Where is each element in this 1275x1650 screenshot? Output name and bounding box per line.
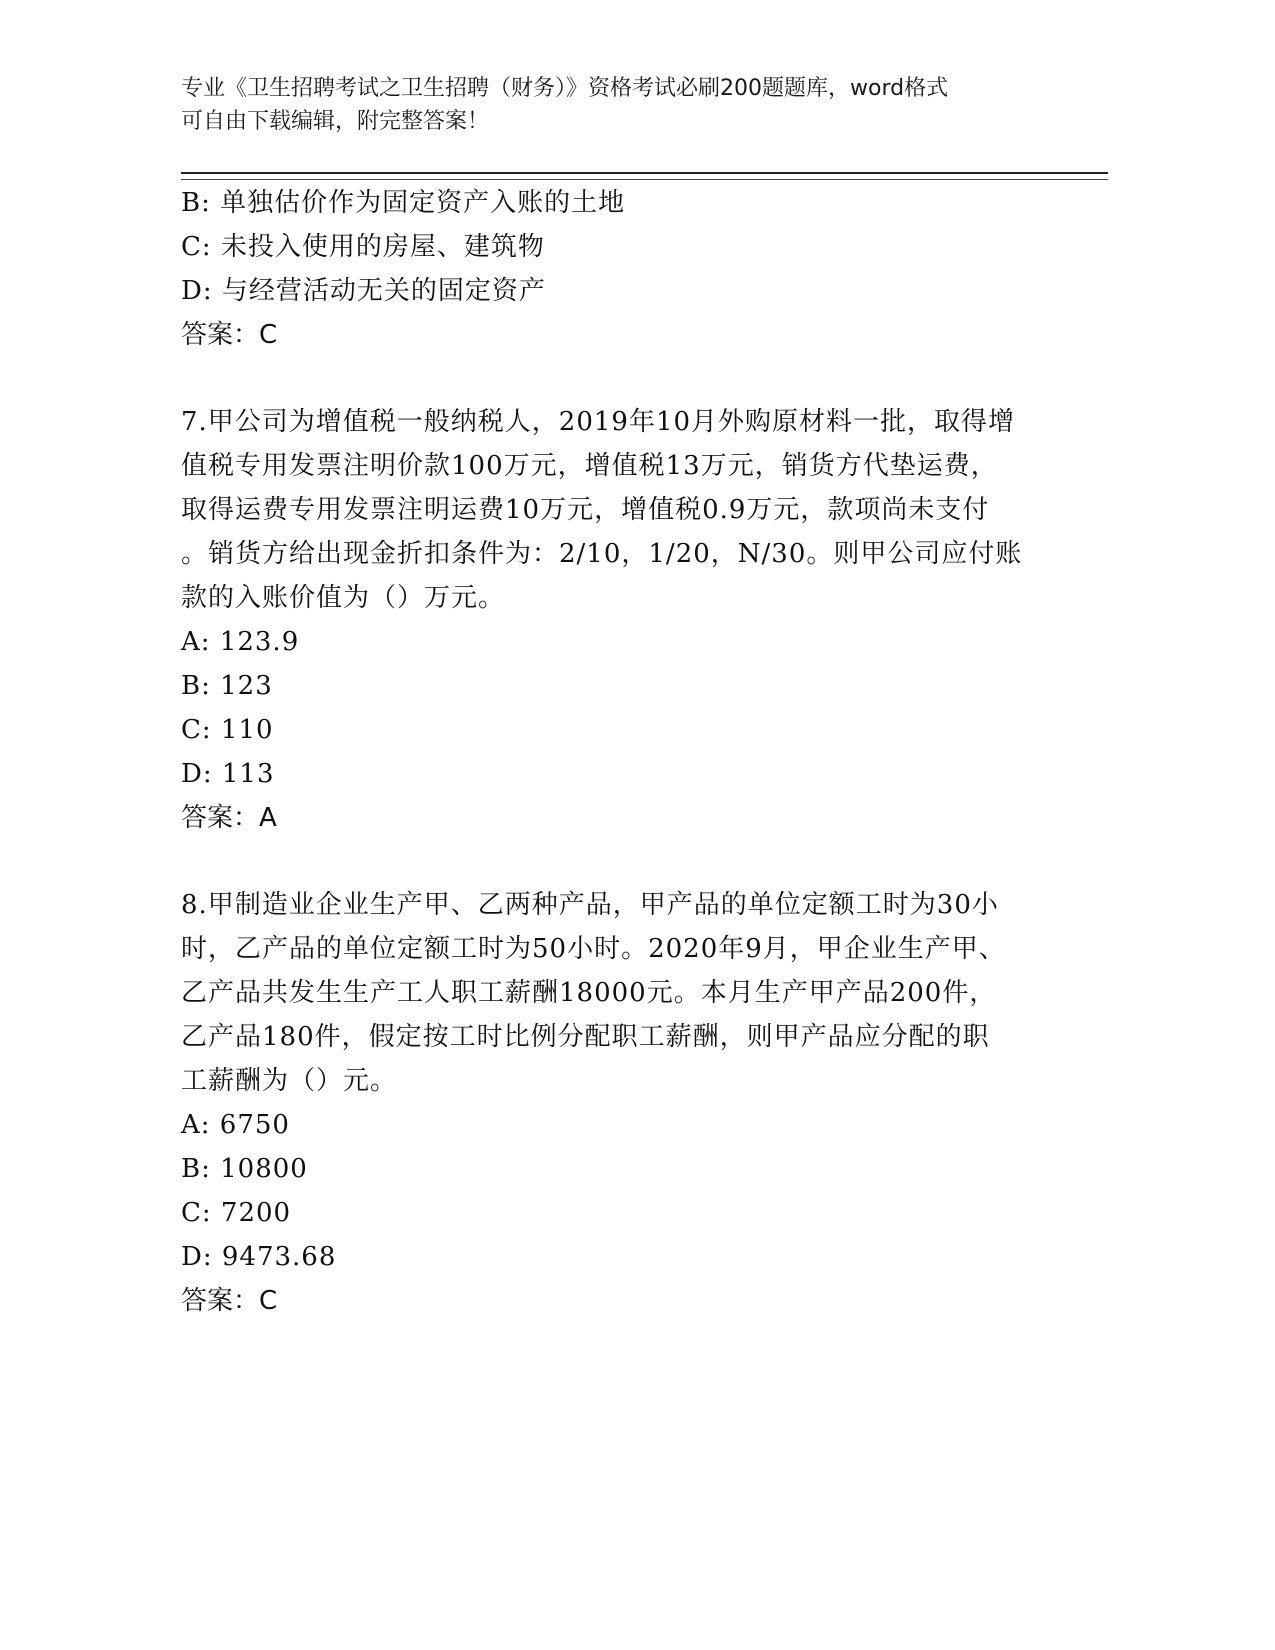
header-title-line-2: 可自由下载编辑，附完整答案！	[181, 109, 490, 134]
option-d: D: 113	[181, 759, 275, 789]
header-divider-thin	[181, 179, 1108, 180]
page-header	[181, 72, 1061, 138]
header-title-line-1: 专业《卫生招聘考试之卫生招聘（财务）》资格考试必刷200题题库，word格式	[181, 76, 949, 101]
option-c: C: 未投入使用的房屋、建筑物	[181, 232, 545, 262]
option-b: B: 10800	[181, 1154, 308, 1184]
option-a: A: 6750	[181, 1110, 290, 1140]
question-stem-line: 款的入账价值为（）万元。	[181, 583, 506, 613]
document-body	[181, 181, 1061, 1323]
question-stem-line: 工薪酬为（）元。	[181, 1066, 398, 1096]
question-stem-line: 取得运费专用发票注明运费10万元，增值税0.9万元，款项尚未支付	[181, 495, 990, 525]
answer-line: 答案：C	[181, 1286, 278, 1316]
question-spacer	[181, 357, 1061, 400]
question-8	[181, 883, 1061, 1323]
option-c: C: 110	[181, 715, 274, 745]
option-b: B: 单独估价作为固定资产入账的土地	[181, 188, 626, 218]
question-stem-line: 乙产品180件，假定按工时比例分配职工薪酬，则甲产品应分配的职	[181, 1022, 990, 1052]
question-stem-line: 时，乙产品的单位定额工时为50小时。2020年9月，甲企业生产甲、	[181, 934, 1006, 964]
question-spacer	[181, 840, 1061, 883]
option-d: D: 9473.68	[181, 1242, 337, 1272]
option-c: C: 7200	[181, 1198, 292, 1228]
question-stem-line: 值税专用发票注明价款100万元，增值税13万元，销货方代垫运费，	[181, 451, 998, 481]
question-6-tail	[181, 181, 1061, 357]
question-7	[181, 400, 1061, 840]
option-a: A: 123.9	[181, 627, 300, 657]
answer-line: 答案：A	[181, 803, 277, 833]
question-stem-line: 8.甲制造业企业生产甲、乙两种产品，甲产品的单位定额工时为30小	[181, 890, 999, 920]
question-stem-line: 乙产品共发生生产工人职工薪酬18000元。本月生产甲产品200件，	[181, 978, 997, 1008]
answer-line: 答案：C	[181, 320, 278, 350]
option-b: B: 123	[181, 671, 273, 701]
header-divider-thick	[181, 172, 1108, 174]
question-stem-line: 。销货方给出现金折扣条件为：2/10，1/20，N/30。则甲公司应付账	[181, 539, 1023, 569]
question-stem-line: 7.甲公司为增值税一般纳税人，2019年10月外购原材料一批，取得增	[181, 407, 1016, 437]
option-d: D: 与经营活动无关的固定资产	[181, 276, 546, 306]
